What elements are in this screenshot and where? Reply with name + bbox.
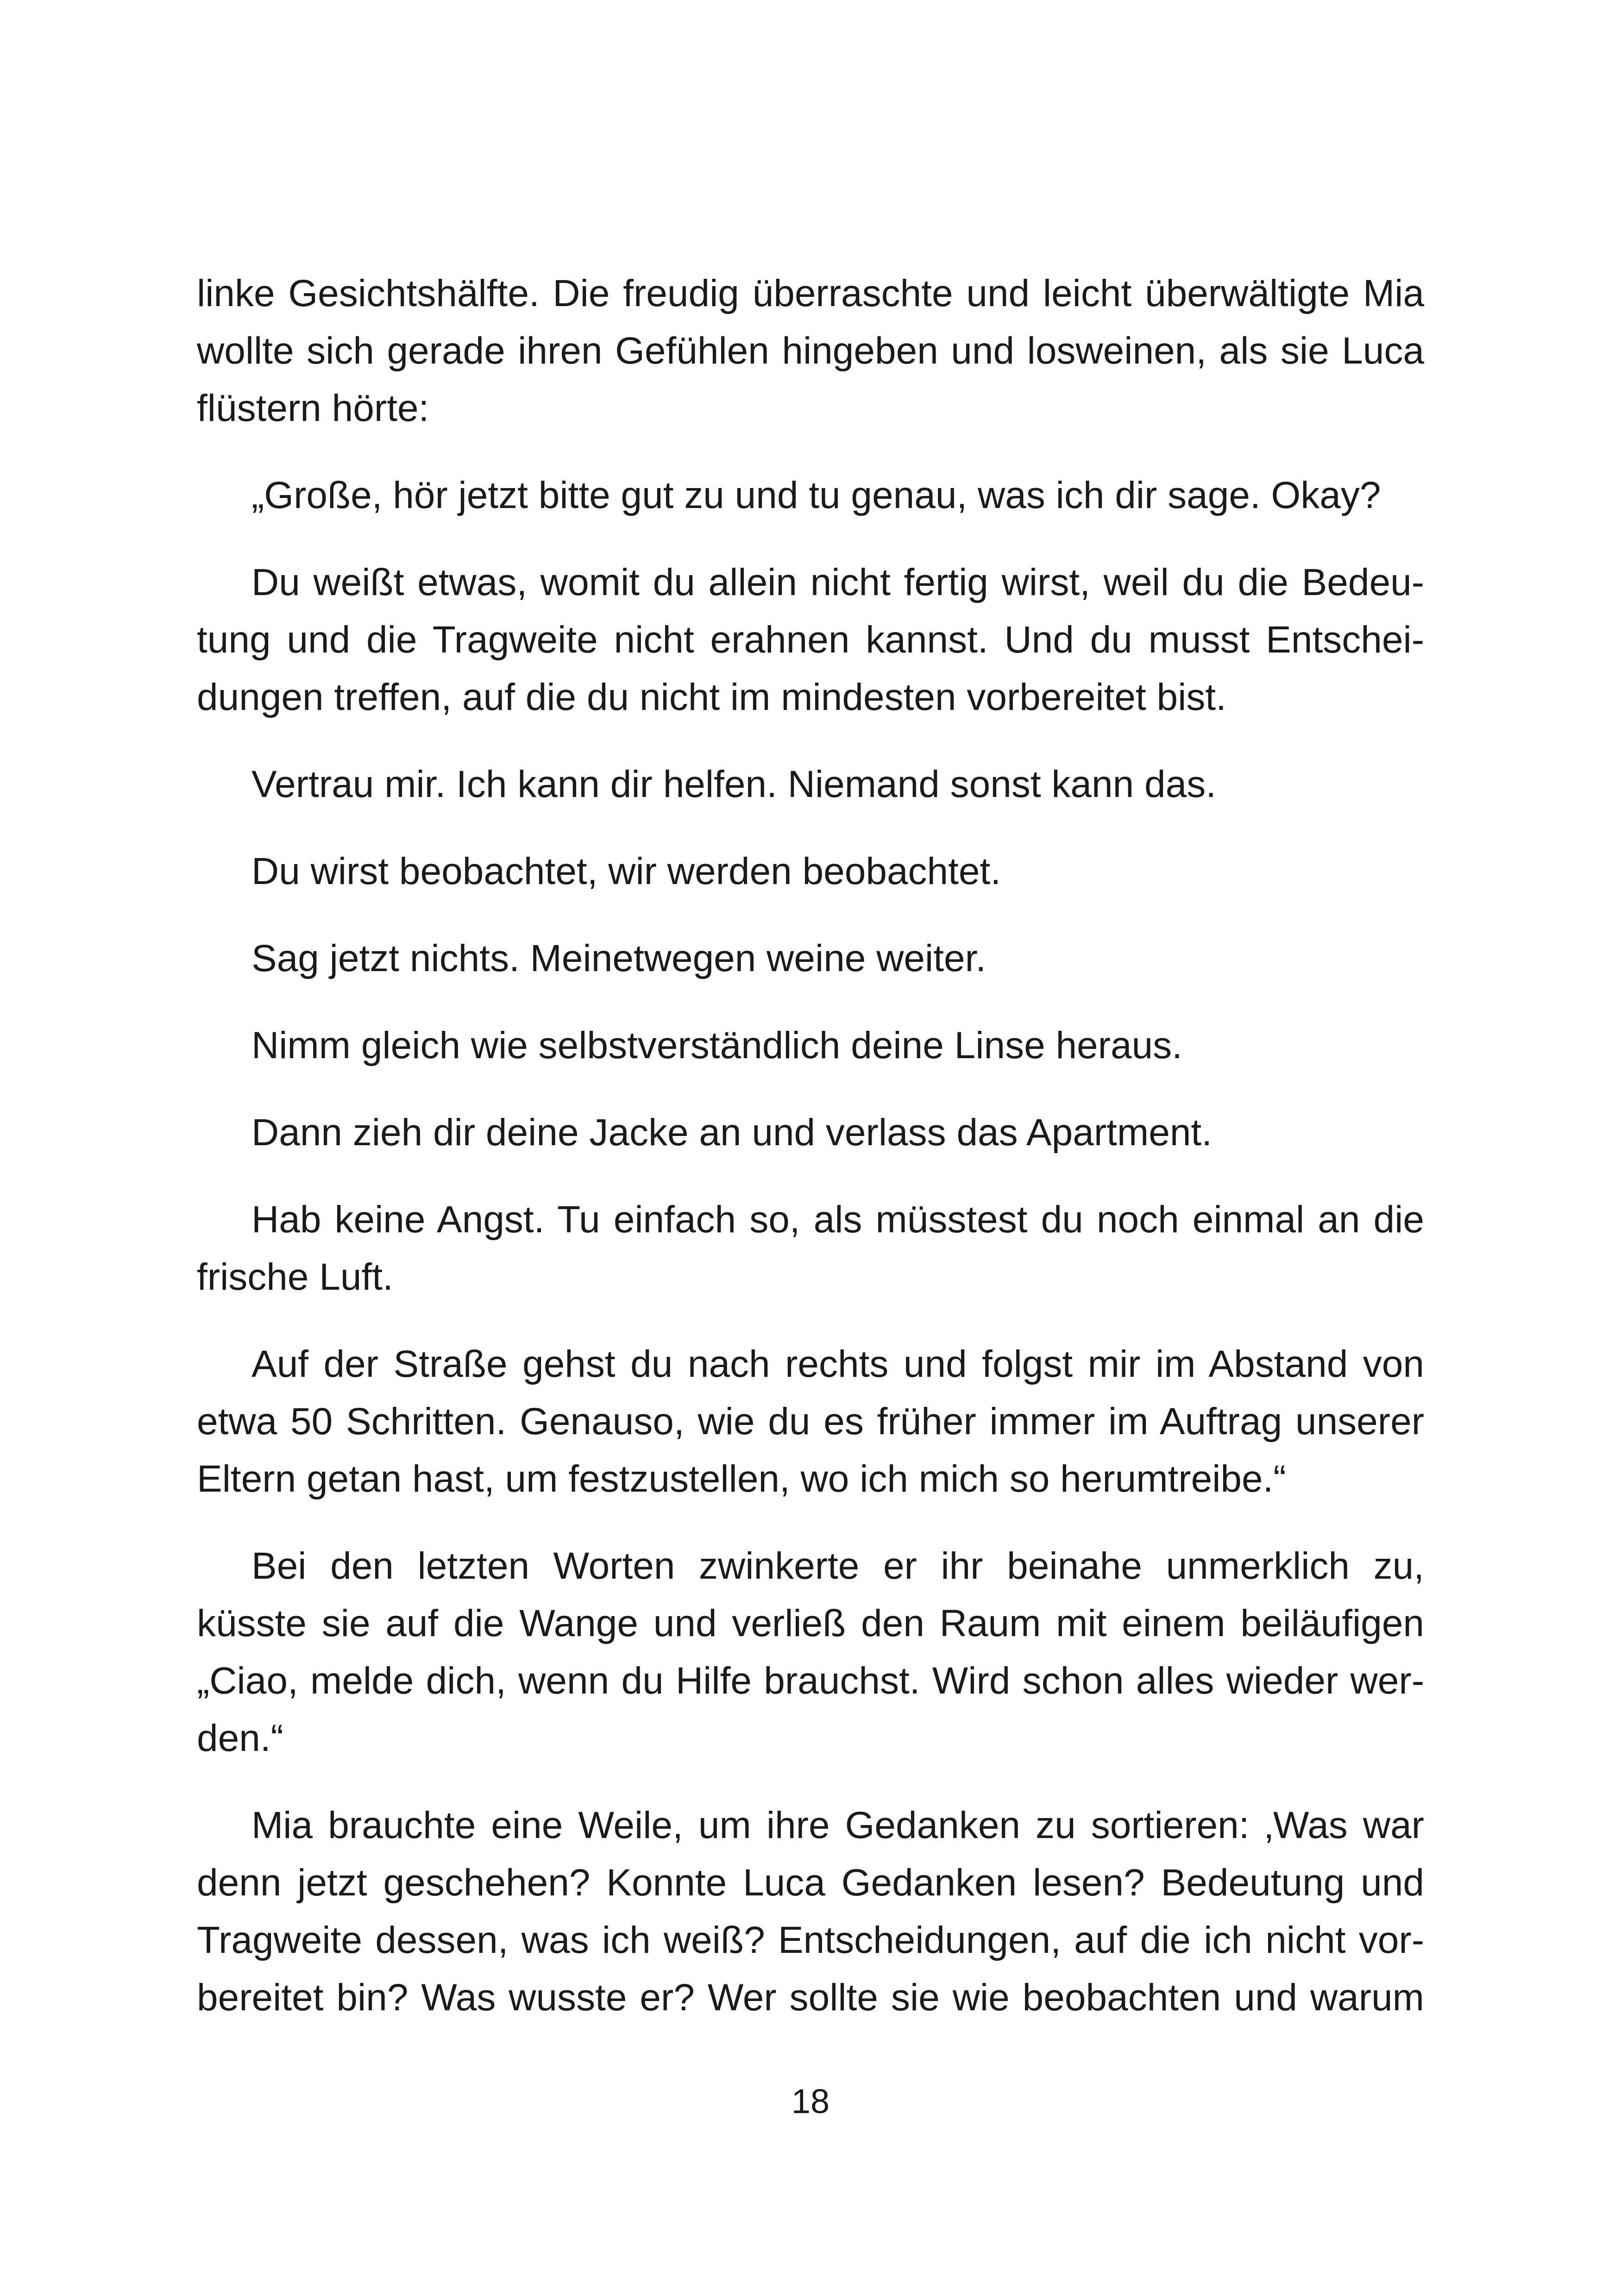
paragraph-5: Du wirst beobachtet, wir werden beobachtet. bbox=[251, 850, 1001, 892]
paragraph-2: „Große, hör jetzt bitte gut zu und tu genau, was ich dir sage. Okay? bbox=[251, 474, 1381, 516]
paragraph-11: Bei den letzten Worten zwinkerte er ihr beinahe unmerklich zu, küsste sie auf die Wange und verließ den Raum mit einem beiläufigen „Ciao, melde dich, wenn du Hilfe brauchst. Wird schon alles wieder werden.“ bbox=[197, 1545, 1424, 1759]
body-text bbox=[197, 265, 1424, 2056]
paragraph-1: linke Gesichtshälfte. Die freudig überraschte und leicht überwältigte Mia wollte sich gerade ihren Gefühlen hingeben und losweinen, als sie Luca flüstern hörte: bbox=[197, 272, 1424, 429]
paragraph-7: Nimm gleich wie selbstverständlich deine Linse heraus. bbox=[251, 1024, 1182, 1066]
paragraph-4: Vertrau mir. Ich kann dir helfen. Niemand sonst kann das. bbox=[251, 763, 1216, 805]
paragraph-3: Du weißt etwas, womit du allein nicht fertig wirst, weil du die Bedeutung und die Tragweite nicht erahnen kannst. Und du musst Entscheidungen treffen, auf die du nicht im mindesten vorbereitet bist. bbox=[197, 561, 1424, 718]
paragraph-6: Sag jetzt nichts. Meinetwegen weine weiter. bbox=[251, 937, 986, 979]
page-number: 18 bbox=[791, 2082, 830, 2120]
paragraph-8: Dann zieh dir deine Jacke an und verlass das Apartment. bbox=[251, 1111, 1212, 1154]
paragraph-10: Auf der Straße gehst du nach rechts und folgst mir im Abstand von etwa 50 Schritten. Genauso, wie du es früher immer im Auftrag unserer Eltern getan hast, um festzustellen, wo ich mich so herumtreibe.“ bbox=[197, 1343, 1424, 1500]
paragraph-9: Hab keine Angst. Tu einfach so, als müsstest du noch einmal an die frische Luft. bbox=[197, 1198, 1424, 1298]
paragraph-12: Mia brauchte eine Weile, um ihre Gedanken zu sortieren: ‚Was war denn jetzt geschehen? Konnte Luca Gedanken lesen? Bedeutung und Tragweite dessen, was ich weiß? Entscheidungen, auf die ich nicht vorbereitet bin? Was wusste er? Wer sollte sie wie beobachten und warum bbox=[197, 1804, 1424, 2019]
